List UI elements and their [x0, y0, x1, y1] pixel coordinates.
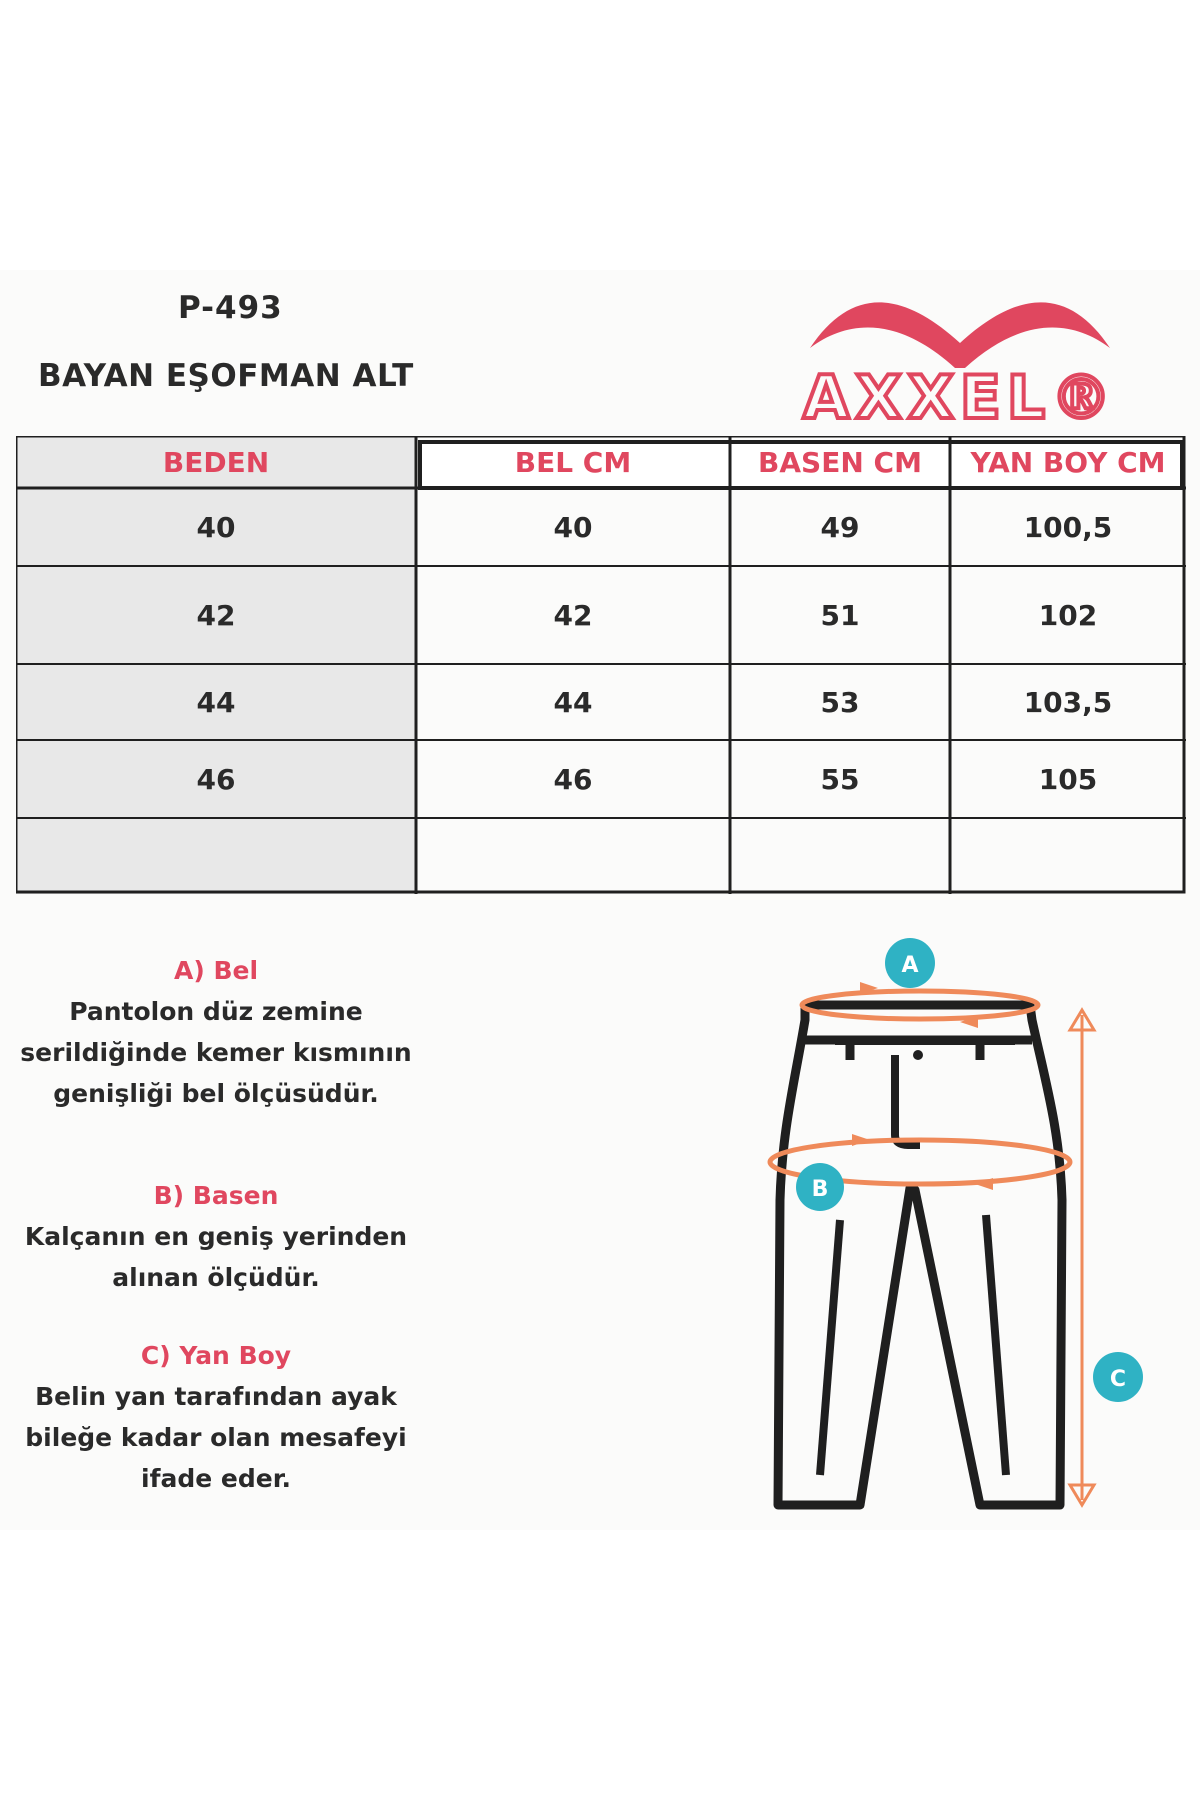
description-title: C) Yan Boy — [140, 1341, 292, 1370]
table-cell: 40 — [196, 510, 236, 544]
logo-swoosh-icon — [810, 302, 1110, 368]
description-line: alınan ölçüdür. — [112, 1263, 320, 1292]
svg-text:A: A — [901, 953, 919, 978]
svg-text:C: C — [1109, 1367, 1127, 1392]
description-title: A) Bel — [173, 956, 259, 985]
description-bel — [16, 950, 416, 1114]
description-yan-boy — [16, 1335, 416, 1499]
table-cell: 55 — [820, 762, 860, 796]
product-name: BAYAN EŞOFMAN ALT — [38, 358, 414, 394]
fly-stitch — [895, 1055, 920, 1145]
description-line: Pantolon düz zemine — [69, 997, 363, 1026]
table-cell: 46 — [196, 762, 236, 796]
description-basen — [16, 1175, 416, 1298]
header-beden: BEDEN — [162, 445, 270, 479]
header-bel-cm: BEL CM — [514, 445, 632, 479]
size-table — [16, 436, 1186, 894]
table-cell: 44 — [196, 685, 236, 719]
table-cell: 51 — [820, 598, 860, 632]
table-cell: 100,5 — [1023, 510, 1113, 544]
axxel-logo — [780, 278, 1140, 428]
table-cell-empty — [950, 818, 1186, 894]
table-cell-empty — [730, 818, 950, 894]
table-cell-empty — [416, 818, 730, 894]
marker-b-icon — [796, 1163, 844, 1211]
table-cell: 49 — [820, 510, 860, 544]
table-cell: 102 — [1038, 598, 1098, 632]
description-title: B) Basen — [153, 1181, 279, 1210]
table-cell: 44 — [553, 685, 593, 719]
description-line: serildiğinde kemer kısmının — [20, 1038, 412, 1067]
table-cell: 42 — [196, 598, 236, 632]
description-line: bileğe kadar olan mesafeyi — [25, 1423, 407, 1452]
table-cell: 53 — [820, 685, 860, 719]
description-line: genişliği bel ölçüsüdür. — [53, 1079, 379, 1108]
button-icon — [913, 1050, 923, 1060]
description-line: ifade eder. — [141, 1464, 291, 1493]
description-line: Kalçanın en geniş yerinden — [24, 1222, 408, 1251]
table-cell: 103,5 — [1023, 685, 1113, 719]
table-cell: 105 — [1038, 762, 1098, 796]
pants-measurement-diagram — [760, 930, 1180, 1530]
table-cell: 42 — [553, 598, 593, 632]
table-cell: 46 — [553, 762, 593, 796]
table-cell: 40 — [553, 510, 593, 544]
table-cell-empty — [16, 818, 416, 894]
marker-a-icon — [885, 938, 935, 988]
logo-wordmark: AXXEL® — [802, 363, 1118, 428]
header-yan-boy-cm: YAN BOY CM — [970, 445, 1166, 479]
product-code: P-493 — [178, 290, 283, 326]
description-line: Belin yan tarafından ayak — [35, 1382, 397, 1411]
marker-c-icon — [1093, 1352, 1143, 1402]
header-basen-cm: BASEN CM — [758, 445, 922, 479]
svg-text:B: B — [811, 1177, 829, 1202]
